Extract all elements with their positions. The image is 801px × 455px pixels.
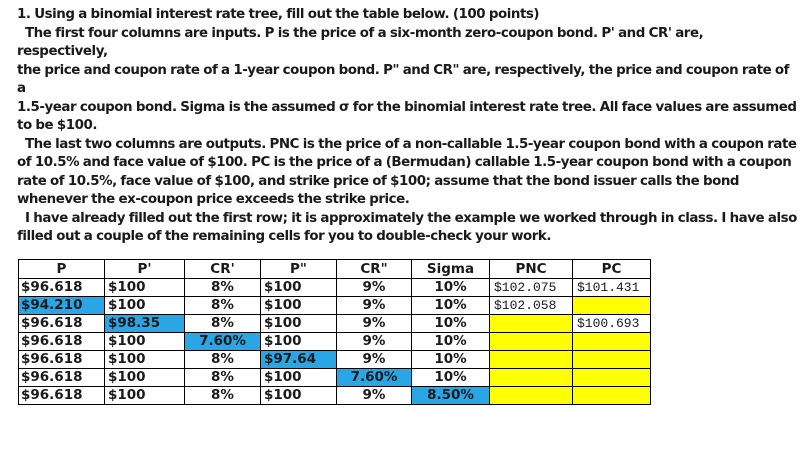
cell-cr-prime: 8% bbox=[185, 315, 261, 333]
column-header-sigma: Sigma bbox=[412, 260, 490, 279]
cell-cr-prime: 7.60% bbox=[185, 333, 261, 351]
problem-text-line: rate of 10.5%, face value of $100, and strike price of $100; assume that the bond issuer calls the bond bbox=[17, 173, 740, 189]
cell-pnc-blank[interactable] bbox=[490, 315, 573, 333]
table-header-row bbox=[19, 260, 651, 279]
cell-p-double-prime: $100 bbox=[261, 279, 337, 297]
cell-pnc: $102.075 bbox=[490, 279, 573, 297]
column-header-cr-double-prime: CR" bbox=[337, 260, 412, 279]
cell-p-double-prime: $100 bbox=[261, 369, 337, 387]
column-header-cr-prime: CR' bbox=[185, 260, 261, 279]
table-row bbox=[19, 279, 651, 297]
cell-pc-blank[interactable] bbox=[573, 387, 651, 405]
cell-p-double-prime: $100 bbox=[261, 387, 337, 405]
cell-cr-prime: 8% bbox=[185, 351, 261, 369]
table-row bbox=[19, 387, 651, 405]
column-header-pc: PC bbox=[573, 260, 651, 279]
cell-p-double-prime: $100 bbox=[261, 315, 337, 333]
cell-p-prime: $100 bbox=[105, 351, 185, 369]
cell-p-prime: $100 bbox=[105, 369, 185, 387]
table-row bbox=[19, 369, 651, 387]
problem-text-line: to be $100. bbox=[17, 118, 97, 133]
cell-cr-prime: 8% bbox=[185, 297, 261, 315]
cell-cr-double-prime: 9% bbox=[337, 333, 412, 351]
problem-text-line: 1.5-year coupon bond. Sigma is the assumed σ for the binomial interest rate tree. All face values are assumed bbox=[17, 99, 797, 115]
cell-pnc-blank[interactable] bbox=[490, 369, 573, 387]
cell-cr-prime: 8% bbox=[185, 279, 261, 297]
table-row bbox=[19, 333, 651, 351]
cell-cr-double-prime: 9% bbox=[337, 297, 412, 315]
cell-p: $96.618 bbox=[19, 369, 105, 387]
cell-sigma: 10% bbox=[412, 279, 490, 297]
cell-pnc-blank[interactable] bbox=[490, 333, 573, 351]
cell-pc: $100.693 bbox=[573, 315, 651, 333]
cell-sigma: 10% bbox=[412, 369, 490, 387]
problem-statement bbox=[17, 6, 797, 247]
column-header-p: P bbox=[19, 260, 105, 279]
problem-text-line: whenever the ex-coupon price exceeds the strike price. bbox=[17, 192, 410, 207]
column-header-p-prime: P' bbox=[105, 260, 185, 279]
cell-cr-prime: 8% bbox=[185, 387, 261, 405]
cell-cr-double-prime: 9% bbox=[337, 279, 412, 297]
problem-text-line: The last two columns are outputs. PNC is the price of a non-callable 1.5-year coupon bond with a coupon rate bbox=[25, 136, 797, 152]
problem-text-line: I have already filled out the first row; it is approximately the example we worked through in class. I have also bbox=[25, 210, 797, 226]
cell-p-prime: $100 bbox=[105, 387, 185, 405]
cell-pc-blank[interactable] bbox=[573, 351, 651, 369]
cell-p-prime: $98.35 bbox=[105, 315, 185, 333]
cell-p-double-prime: $97.64 bbox=[261, 351, 337, 369]
cell-sigma: 8.50% bbox=[412, 387, 490, 405]
column-header-p-double-prime: P" bbox=[261, 260, 337, 279]
cell-p: $96.618 bbox=[19, 351, 105, 369]
column-header-pnc: PNC bbox=[490, 260, 573, 279]
cell-p-prime: $100 bbox=[105, 279, 185, 297]
problem-title: 1. Using a binomial interest rate tree, fill out the table below. (100 points) bbox=[17, 7, 540, 22]
cell-sigma: 10% bbox=[412, 297, 490, 315]
cell-cr-double-prime: 9% bbox=[337, 387, 412, 405]
cell-p-double-prime: $100 bbox=[261, 333, 337, 351]
table-row bbox=[19, 297, 651, 315]
problem-text-line: The first four columns are inputs. P is the price of a six-month zero-coupon bond. P' and CR' are, respectively, bbox=[17, 25, 704, 59]
cell-pnc-blank[interactable] bbox=[490, 351, 573, 369]
cell-p-prime: $100 bbox=[105, 297, 185, 315]
cell-p: $96.618 bbox=[19, 279, 105, 297]
cell-sigma: 10% bbox=[412, 333, 490, 351]
cell-cr-double-prime: 7.60% bbox=[337, 369, 412, 387]
cell-pnc-blank[interactable] bbox=[490, 387, 573, 405]
problem-text-line: the price and coupon rate of a 1-year coupon bond. P" and CR" are, respectively, the price and coupon rate of a bbox=[17, 62, 790, 96]
table-row bbox=[19, 351, 651, 369]
cell-pc-blank[interactable] bbox=[573, 297, 651, 315]
cell-p: $96.618 bbox=[19, 333, 105, 351]
cell-pnc: $102.058 bbox=[490, 297, 573, 315]
cell-pc: $101.431 bbox=[573, 279, 651, 297]
cell-cr-prime: 8% bbox=[185, 369, 261, 387]
cell-p-double-prime: $100 bbox=[261, 297, 337, 315]
cell-p: $94.210 bbox=[19, 297, 105, 315]
cell-pc-blank[interactable] bbox=[573, 369, 651, 387]
cell-p: $96.618 bbox=[19, 387, 105, 405]
problem-text-line: of 10.5% and face value of $100. PC is the price of a (Bermudan) callable 1.5-year coupon bond with a coupon bbox=[17, 155, 792, 170]
cell-sigma: 10% bbox=[412, 315, 490, 333]
cell-p-prime: $100 bbox=[105, 333, 185, 351]
cell-cr-double-prime: 9% bbox=[337, 315, 412, 333]
cell-p: $96.618 bbox=[19, 315, 105, 333]
problem-text-line: filled out a couple of the remaining cells for you to double-check your work. bbox=[17, 229, 551, 244]
cell-cr-double-prime: 9% bbox=[337, 351, 412, 369]
bond-table bbox=[18, 259, 651, 405]
cell-sigma: 10% bbox=[412, 351, 490, 369]
table-row bbox=[19, 315, 651, 333]
cell-pc-blank[interactable] bbox=[573, 333, 651, 351]
